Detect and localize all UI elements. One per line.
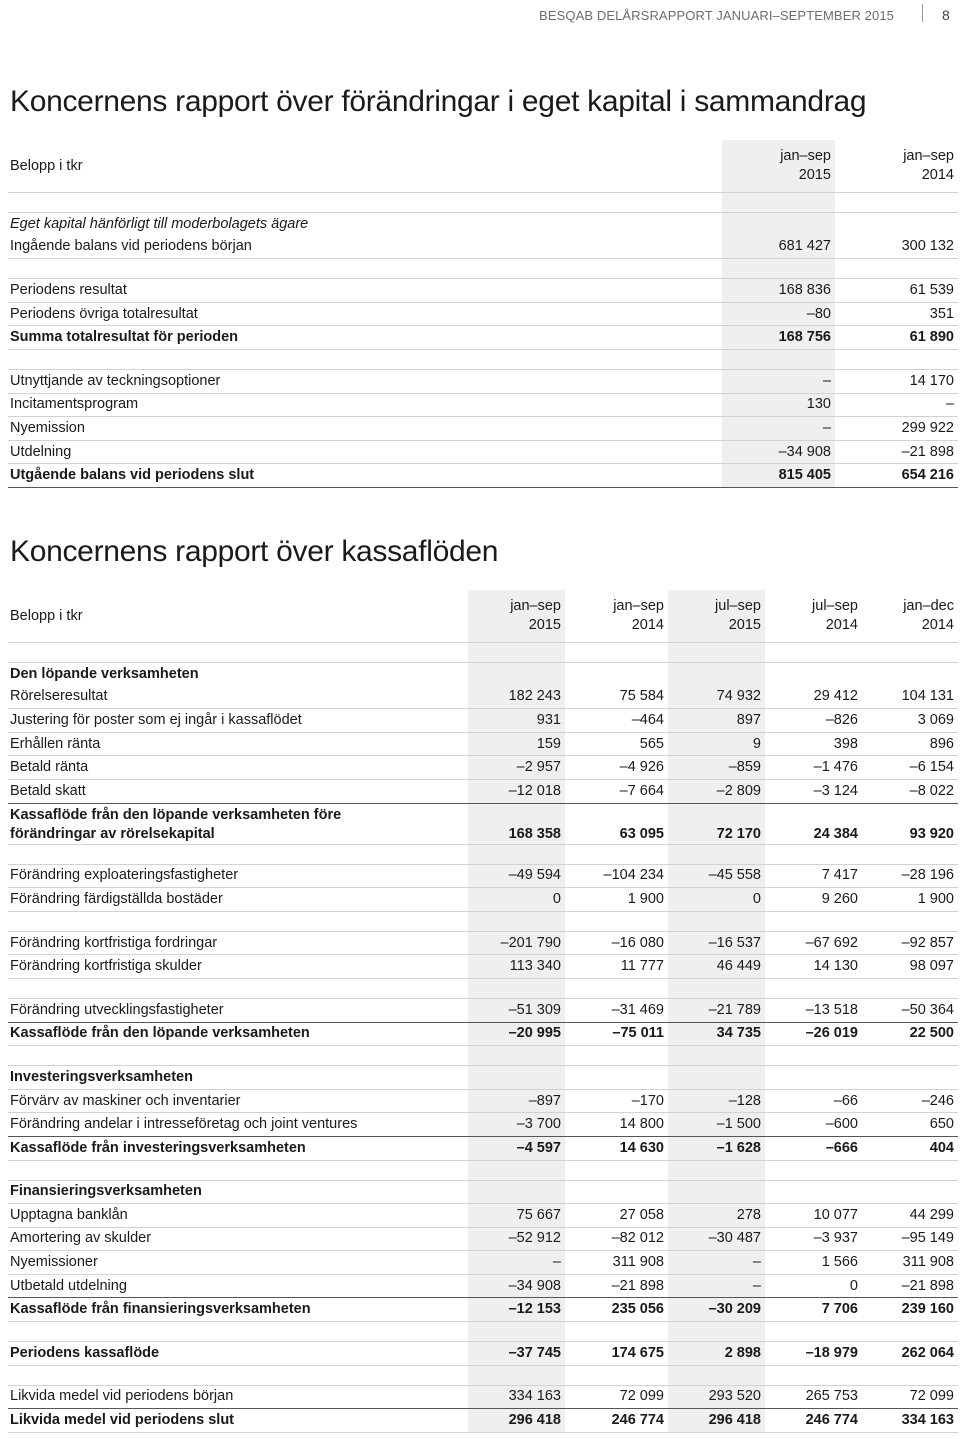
unit-label: Belopp i tkr — [8, 590, 468, 643]
document-title: BESQAB DELÅRSRAPPORT JANUARI–SEPTEMBER 2015 — [539, 8, 894, 23]
page-number: 8 — [942, 7, 950, 23]
cell-value — [835, 213, 958, 236]
spacer-row — [8, 349, 958, 369]
table-row — [8, 756, 958, 780]
table-row — [8, 1089, 958, 1113]
cell-value: –50 364 — [862, 998, 958, 1022]
cell-value: 61 539 — [835, 279, 958, 303]
cell-value: –37 745 — [468, 1342, 565, 1366]
row-label: Eget kapital hänförligt till moderbolagets ägare — [10, 215, 309, 232]
cell-value: –49 594 — [468, 864, 565, 888]
page-header — [0, 0, 960, 30]
cell-value: –82 012 — [565, 1227, 668, 1251]
table-row — [8, 1204, 958, 1228]
table-row — [8, 998, 958, 1022]
cell-value: –2 957 — [468, 756, 565, 780]
table-row — [8, 1227, 958, 1251]
cell-value: 182 243 — [468, 686, 565, 709]
cell-value — [765, 663, 862, 686]
cell-value: –95 149 — [862, 1227, 958, 1251]
spacer-row — [8, 1365, 958, 1385]
cell-value: 72 099 — [565, 1385, 668, 1409]
cell-value: 246 774 — [765, 1409, 862, 1433]
table-row — [8, 1113, 958, 1137]
cell-value: –1 476 — [765, 756, 862, 780]
row-label: Ingående balans vid periodens början — [8, 236, 722, 259]
cashflow-header-row — [8, 590, 958, 643]
row-label: Den löpande verksamheten — [10, 665, 199, 682]
column-header — [765, 590, 862, 643]
table-row — [8, 213, 958, 236]
row-label: Amortering av skulder — [8, 1227, 468, 1251]
table-row — [8, 1022, 958, 1046]
cell-value: 278 — [668, 1204, 765, 1228]
cell-value: 98 097 — [862, 955, 958, 979]
table-row — [8, 663, 958, 686]
cell-value: 681 427 — [722, 236, 835, 259]
cell-value — [668, 663, 765, 686]
row-label: Justering för poster som ej ingår i kassaflödet — [8, 709, 468, 733]
cell-value — [668, 1180, 765, 1204]
cell-value: –92 857 — [862, 931, 958, 955]
cell-value: 0 — [668, 888, 765, 912]
row-label-line: Kassaflöde från den löpande verksamheten före — [10, 806, 342, 823]
row-label: Erhållen ränta — [8, 732, 468, 756]
cell-value: 75 667 — [468, 1204, 565, 1228]
row-label: Investeringsverksamheten — [8, 1066, 468, 1090]
cell-value: –28 196 — [862, 864, 958, 888]
cell-value: 72 170 — [668, 803, 765, 844]
column-year: 2015 — [798, 167, 831, 183]
cell-value: –31 469 — [565, 998, 668, 1022]
spacer-row — [8, 193, 958, 213]
spacer-row — [8, 643, 958, 663]
row-label: Utgående balans vid periodens slut — [8, 464, 722, 488]
cell-value: –666 — [765, 1136, 862, 1160]
spacer-row — [8, 1160, 958, 1180]
cell-value — [722, 213, 835, 236]
cell-value: 334 163 — [468, 1385, 565, 1409]
spacer-row — [8, 911, 958, 931]
cell-value: –7 664 — [565, 779, 668, 803]
column-header — [862, 590, 958, 643]
column-header — [835, 140, 958, 193]
cell-value: –3 124 — [765, 779, 862, 803]
spacer-row — [8, 1322, 958, 1342]
cell-value: –12 018 — [468, 779, 565, 803]
cell-value: 14 130 — [765, 955, 862, 979]
table-row — [8, 1136, 958, 1160]
cell-value: –826 — [765, 709, 862, 733]
cell-value: 104 131 — [862, 686, 958, 709]
row-label: Likvida medel vid periodens början — [8, 1385, 468, 1409]
cell-value: –128 — [668, 1089, 765, 1113]
cell-value: 565 — [565, 732, 668, 756]
cell-value: –8 022 — [862, 779, 958, 803]
cell-value: 311 908 — [862, 1251, 958, 1275]
cell-value: –13 518 — [765, 998, 862, 1022]
cell-value: –3 700 — [468, 1113, 565, 1137]
row-label: Nyemissioner — [8, 1251, 468, 1275]
cell-value: 404 — [862, 1136, 958, 1160]
row-label: Förändring andelar i intresseföretag och joint ventures — [8, 1113, 468, 1137]
row-label: Förvärv av maskiner och inventarier — [8, 1089, 468, 1113]
cell-value: –21 789 — [668, 998, 765, 1022]
table-row — [8, 1385, 958, 1409]
cell-value: 174 675 — [565, 1342, 668, 1366]
table-row — [8, 236, 958, 259]
cell-value: 0 — [765, 1274, 862, 1298]
cell-value: –21 898 — [862, 1274, 958, 1298]
row-label: Kassaflöde från finansieringsverksamheten — [8, 1298, 468, 1322]
row-label — [8, 803, 468, 844]
table-row — [8, 1409, 958, 1433]
cell-value: 296 418 — [668, 1409, 765, 1433]
cell-value: 0 — [468, 888, 565, 912]
row-label: Incitamentsprogram — [8, 393, 722, 417]
column-year: 2014 — [921, 617, 954, 633]
cell-value: –1 628 — [668, 1136, 765, 1160]
cell-value: 159 — [468, 732, 565, 756]
cell-value: –897 — [468, 1089, 565, 1113]
cell-value: 24 384 — [765, 803, 862, 844]
row-label: Förändring kortfristiga fordringar — [8, 931, 468, 955]
table-row — [8, 464, 958, 488]
column-period: jan–sep — [613, 598, 664, 614]
cell-value: 262 064 — [862, 1342, 958, 1366]
cell-value: 293 520 — [668, 1385, 765, 1409]
column-header — [722, 140, 835, 193]
cell-value: –16 080 — [565, 931, 668, 955]
spacer-row — [8, 1046, 958, 1066]
cell-value: –30 487 — [668, 1227, 765, 1251]
table-row — [8, 1274, 958, 1298]
cell-value: 398 — [765, 732, 862, 756]
table-row — [8, 1298, 958, 1322]
column-period: jan–sep — [780, 148, 831, 164]
cell-value: 3 069 — [862, 709, 958, 733]
cell-value: –34 908 — [468, 1274, 565, 1298]
table-row — [8, 417, 958, 441]
row-label-line: förändringar av rörelsekapital — [10, 825, 215, 842]
column-year: 2014 — [825, 617, 858, 633]
cell-value: 334 163 — [862, 1409, 958, 1433]
cell-value: 130 — [722, 393, 835, 417]
cell-value: 113 340 — [468, 955, 565, 979]
table-row — [8, 732, 958, 756]
equity-header-row — [8, 140, 958, 193]
row-label: Utnyttjande av teckningsoptioner — [8, 369, 722, 393]
row-label: Finansieringsverksamheten — [8, 1180, 468, 1204]
cell-value: 2 898 — [668, 1342, 765, 1366]
cell-value: –104 234 — [565, 864, 668, 888]
cell-value: –3 937 — [765, 1227, 862, 1251]
cell-value: –26 019 — [765, 1022, 862, 1046]
cell-value — [862, 663, 958, 686]
row-label: Upptagna banklån — [8, 1204, 468, 1228]
cell-value: 311 908 — [565, 1251, 668, 1275]
cell-value — [668, 1066, 765, 1090]
table-row — [8, 779, 958, 803]
cell-value: –18 979 — [765, 1342, 862, 1366]
column-header — [668, 590, 765, 643]
cell-value: –30 209 — [668, 1298, 765, 1322]
table-row — [8, 326, 958, 350]
table-row — [8, 803, 958, 844]
row-label: Betald ränta — [8, 756, 468, 780]
cell-value: – — [722, 417, 835, 441]
cell-value: 654 216 — [835, 464, 958, 488]
table-row — [8, 1180, 958, 1204]
row-label: Utbetald utdelning — [8, 1274, 468, 1298]
cell-value: 351 — [835, 302, 958, 326]
column-period: jul–sep — [715, 598, 761, 614]
equity-table — [8, 140, 958, 488]
cell-value — [468, 1066, 565, 1090]
cell-value: 14 170 — [835, 369, 958, 393]
table-row — [8, 440, 958, 464]
cell-value: 27 058 — [565, 1204, 668, 1228]
row-label: Förändring kortfristiga skulder — [8, 955, 468, 979]
column-year: 2014 — [631, 617, 664, 633]
cell-value — [565, 1180, 668, 1204]
cell-value: 22 500 — [862, 1022, 958, 1046]
cell-value: 1 566 — [765, 1251, 862, 1275]
column-period: jul–sep — [812, 598, 858, 614]
cell-value: 7 417 — [765, 864, 862, 888]
cell-value: 93 920 — [862, 803, 958, 844]
cell-value — [565, 663, 668, 686]
cell-value: –1 500 — [668, 1113, 765, 1137]
spacer-row — [8, 978, 958, 998]
row-label: Periodens resultat — [8, 279, 722, 303]
row-label: Utdelning — [8, 440, 722, 464]
cell-value: –2 809 — [668, 779, 765, 803]
row-label: Rörelseresultat — [8, 686, 468, 709]
row-label: Kassaflöde från den löpande verksamheten — [8, 1022, 468, 1046]
cell-value: 931 — [468, 709, 565, 733]
cell-value: –21 898 — [835, 440, 958, 464]
cell-value: –34 908 — [722, 440, 835, 464]
row-label: Betald skatt — [8, 779, 468, 803]
header-divider — [922, 4, 923, 22]
cell-value: 235 056 — [565, 1298, 668, 1322]
row-label: Förändring färdigställda bostäder — [8, 888, 468, 912]
cell-value: – — [468, 1251, 565, 1275]
cell-value: –170 — [565, 1089, 668, 1113]
cashflow-table — [8, 590, 958, 1433]
cell-value: 246 774 — [565, 1409, 668, 1433]
cell-value: 1 900 — [565, 888, 668, 912]
cell-value: –201 790 — [468, 931, 565, 955]
cell-value: 44 299 — [862, 1204, 958, 1228]
table-row — [8, 279, 958, 303]
column-year: 2015 — [528, 617, 561, 633]
cell-value — [468, 663, 565, 686]
row-label: Likvida medel vid periodens slut — [8, 1409, 468, 1433]
table-row — [8, 393, 958, 417]
cell-value — [765, 1180, 862, 1204]
cell-value: 61 890 — [835, 326, 958, 350]
cell-value: –21 898 — [565, 1274, 668, 1298]
cell-value: – — [722, 369, 835, 393]
cell-value: 63 095 — [565, 803, 668, 844]
row-label: Periodens kassaflöde — [8, 1342, 468, 1366]
cell-value: –45 558 — [668, 864, 765, 888]
table-row — [8, 864, 958, 888]
cell-value: 815 405 — [722, 464, 835, 488]
cell-value — [765, 1066, 862, 1090]
table-row — [8, 1251, 958, 1275]
cell-value: 11 777 — [565, 955, 668, 979]
table-row — [8, 686, 958, 709]
cell-value: –4 926 — [565, 756, 668, 780]
cell-value: 1 900 — [862, 888, 958, 912]
cell-value: –859 — [668, 756, 765, 780]
table-row — [8, 1342, 958, 1366]
cell-value: –66 — [765, 1089, 862, 1113]
unit-label: Belopp i tkr — [8, 140, 722, 193]
cashflow-section-title: Koncernens rapport över kassaflöden — [10, 535, 499, 568]
row-label: Summa totalresultat för perioden — [8, 326, 722, 350]
cell-value: –51 309 — [468, 998, 565, 1022]
cell-value: 300 132 — [835, 236, 958, 259]
cell-value: 296 418 — [468, 1409, 565, 1433]
cell-value: 75 584 — [565, 686, 668, 709]
cell-value: 74 932 — [668, 686, 765, 709]
equity-section-title: Koncernens rapport över förändringar i eget kapital i sammandrag — [10, 85, 867, 118]
cell-value: 650 — [862, 1113, 958, 1137]
column-header — [468, 590, 565, 643]
spacer-row — [8, 844, 958, 864]
cell-value: 168 358 — [468, 803, 565, 844]
row-label: Kassaflöde från investeringsverksamheten — [8, 1136, 468, 1160]
table-row — [8, 931, 958, 955]
cell-value: –6 154 — [862, 756, 958, 780]
cell-value — [862, 1066, 958, 1090]
cell-value: –80 — [722, 302, 835, 326]
cell-value: –12 153 — [468, 1298, 565, 1322]
column-period: jan–sep — [903, 148, 954, 164]
cell-value: –16 537 — [668, 931, 765, 955]
row-label: Periodens övriga totalresultat — [8, 302, 722, 326]
table-row — [8, 369, 958, 393]
row-label: Nyemission — [8, 417, 722, 441]
row-label: Förändring exploateringsfastigheter — [8, 864, 468, 888]
cell-value: 9 260 — [765, 888, 862, 912]
cell-value: –4 597 — [468, 1136, 565, 1160]
cell-value: – — [835, 393, 958, 417]
cell-value: 46 449 — [668, 955, 765, 979]
column-period: jan–sep — [510, 598, 561, 614]
cell-value: 14 630 — [565, 1136, 668, 1160]
cell-value: –20 995 — [468, 1022, 565, 1046]
cell-value: 29 412 — [765, 686, 862, 709]
column-year: 2014 — [921, 167, 954, 183]
cell-value: 9 — [668, 732, 765, 756]
cell-value: –246 — [862, 1089, 958, 1113]
cell-value: 897 — [668, 709, 765, 733]
table-row — [8, 302, 958, 326]
column-year: 2015 — [728, 617, 761, 633]
cell-value: 34 735 — [668, 1022, 765, 1046]
cell-value: –67 692 — [765, 931, 862, 955]
cell-value — [565, 1066, 668, 1090]
cell-value: 7 706 — [765, 1298, 862, 1322]
cell-value: 168 756 — [722, 326, 835, 350]
column-header — [565, 590, 668, 643]
table-row — [8, 888, 958, 912]
table-row — [8, 709, 958, 733]
cell-value: 896 — [862, 732, 958, 756]
cell-value — [468, 1180, 565, 1204]
cell-value: 10 077 — [765, 1204, 862, 1228]
cell-value: 168 836 — [722, 279, 835, 303]
spacer-row — [8, 259, 958, 279]
cell-value: –600 — [765, 1113, 862, 1137]
cell-value: 299 922 — [835, 417, 958, 441]
cell-value: 14 800 — [565, 1113, 668, 1137]
cell-value: –52 912 — [468, 1227, 565, 1251]
cell-value: 239 160 — [862, 1298, 958, 1322]
cell-value: – — [668, 1274, 765, 1298]
cell-value: – — [668, 1251, 765, 1275]
column-period: jan–dec — [903, 598, 954, 614]
cell-value — [862, 1180, 958, 1204]
table-row — [8, 1066, 958, 1090]
cell-value: –464 — [565, 709, 668, 733]
cell-value: –75 011 — [565, 1022, 668, 1046]
cell-value: 72 099 — [862, 1385, 958, 1409]
row-label: Förändring utvecklingsfastigheter — [8, 998, 468, 1022]
table-row — [8, 955, 958, 979]
cell-value: 265 753 — [765, 1385, 862, 1409]
